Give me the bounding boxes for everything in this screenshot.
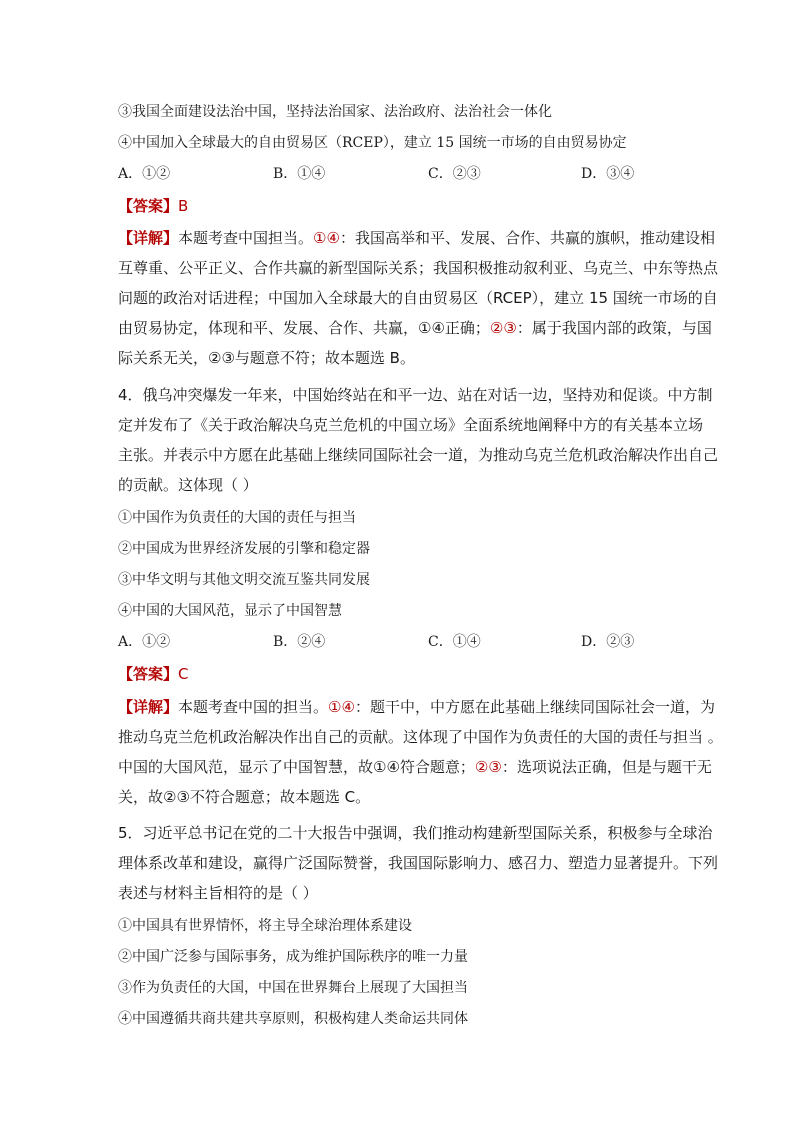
q4-answer <box>118 664 678 684</box>
explain-text: 互尊重、公平正义、合作共赢的新型国际关系；我国积极推动叙利亚、乌克兰、中东等热点 <box>118 259 719 277</box>
q3-item-3: ③我国全面建设法治中国，坚持法治国家、法治政府、法治社会一体化 <box>118 104 552 120</box>
q5-stem-line-3: 表述与材料主旨相符的是（ ） <box>118 884 318 902</box>
q3-option-d: D．③④ <box>581 166 635 182</box>
q3-item-4: ④中国加入全球最大的自由贸易区（RCEP），建立 15 国统一市场的自由贸易协定 <box>118 135 627 151</box>
explain-text: 中国的大国风范，显示了中国智慧，故①④符合题意； <box>118 758 475 776</box>
explain-label: 【详解】 <box>118 229 179 247</box>
explain-text: ：属于我国内部的政策，与国 <box>516 319 712 337</box>
q5-stem-line-2: 理体系改革和建设，赢得广泛国际赞誉，我国国际影响力、感召力、塑造力显著提升。下列 <box>118 854 719 872</box>
explain-ref: ②③ <box>474 758 502 776</box>
explain-text: 由贸易协定，体现和平、发展、合作、共赢，①④正确； <box>118 319 490 337</box>
explain-text: ：我国高举和平、发展、合作、共赢的旗帜，推动建设相 <box>339 229 715 247</box>
q3-explain-line-1 <box>118 228 715 248</box>
q5-stem-line-1: 5．习近平总书记在党的二十大报告中强调，我们推动构建新型国际关系，积极参与全球治 <box>118 824 713 842</box>
explain-text: 推动乌克兰危机政治解决作出自己的贡献。这体现了中国作为负责任的大国的责任与担当 。 <box>118 728 723 746</box>
explain-ref: ②③ <box>489 319 517 337</box>
q4-explain-line-3 <box>118 757 712 777</box>
answer-label: 【答案】 <box>118 197 179 215</box>
q4-option-b: B．②④ <box>273 634 326 650</box>
q5-item-1: ①中国具有世界情怀，将主导全球治理体系建设 <box>118 918 412 934</box>
explain-text: 关，故②③不符合题意；故本题选 C。 <box>118 788 371 806</box>
explain-ref: ①④ <box>313 229 340 247</box>
q4-explain-line-4 <box>118 787 678 807</box>
explain-text: 本题考查中国的担当。 <box>178 698 329 716</box>
q4-option-c: C．①④ <box>428 634 481 650</box>
answer-value: B <box>178 197 189 215</box>
q4-stem-line-4: 的贡献。这体现（ ） <box>118 476 258 494</box>
q3-explain-line-4 <box>118 318 712 338</box>
explain-text: ：题干中，中方愿在此基础上继续同国际社会一道，为 <box>354 698 715 716</box>
q3-option-a: A．①② <box>118 166 171 182</box>
q3-explain-line-5 <box>118 348 678 368</box>
q5-item-2: ②中国广泛参与国际事务，成为维护国际秩序的唯一力量 <box>118 949 468 965</box>
q4-item-4: ④中国的大国风范，显示了中国智慧 <box>118 603 342 619</box>
explain-text: 本题考查中国担当。 <box>178 229 314 247</box>
explain-text: 际关系无关，②③与题意不符；故本题选 B。 <box>118 349 415 367</box>
q4-option-d: D．②③ <box>581 634 635 650</box>
answer-label: 【答案】 <box>118 665 179 683</box>
q5-item-4: ④中国遵循共商共建共享原则，积极构建人类命运共同体 <box>118 1011 468 1027</box>
answer-value: C <box>178 665 189 683</box>
explain-text: 问题的政治对话进程；中国加入全球最大的自由贸易区（RCEP），建立 15 国统一市场的自 <box>118 289 718 307</box>
q4-explain-line-2 <box>118 727 723 747</box>
q4-item-1: ①中国作为负责任的大国的责任与担当 <box>118 510 356 526</box>
q5-item-3: ③作为负责任的大国，中国在世界舞台上展现了大国担当 <box>118 980 468 996</box>
q4-stem-line-2: 定并发布了《关于政治解决乌克兰危机的中国立场》全面系统地阐释中方的有关基本立场 <box>118 416 704 434</box>
q3-answer <box>118 196 678 216</box>
q4-option-a: A．①② <box>118 634 171 650</box>
q4-stem-line-3: 主张。并表示中方愿在此基础上继续同国际社会一道，为推动乌克兰危机政治解决作出自己 <box>118 446 719 464</box>
q4-stem-line-1: 4．俄乌冲突爆发一年来，中国始终站在和平一边、站在对话一边，坚持劝和促谈。中方制 <box>118 386 713 404</box>
q4-item-2: ②中国成为世界经济发展的引擎和稳定器 <box>118 541 370 557</box>
explain-ref: ①④ <box>328 698 355 716</box>
q4-explain-line-1 <box>118 697 715 717</box>
q3-option-c: C．②③ <box>428 166 481 182</box>
explain-label: 【详解】 <box>118 698 179 716</box>
q4-item-3: ③中华文明与其他文明交流互鉴共同发展 <box>118 572 370 588</box>
explain-text: ：选项说法正确，但是与题干无 <box>501 758 712 776</box>
q3-explain-line-2 <box>118 258 719 278</box>
q3-option-b: B．①④ <box>273 166 326 182</box>
q3-explain-line-3 <box>118 288 718 308</box>
